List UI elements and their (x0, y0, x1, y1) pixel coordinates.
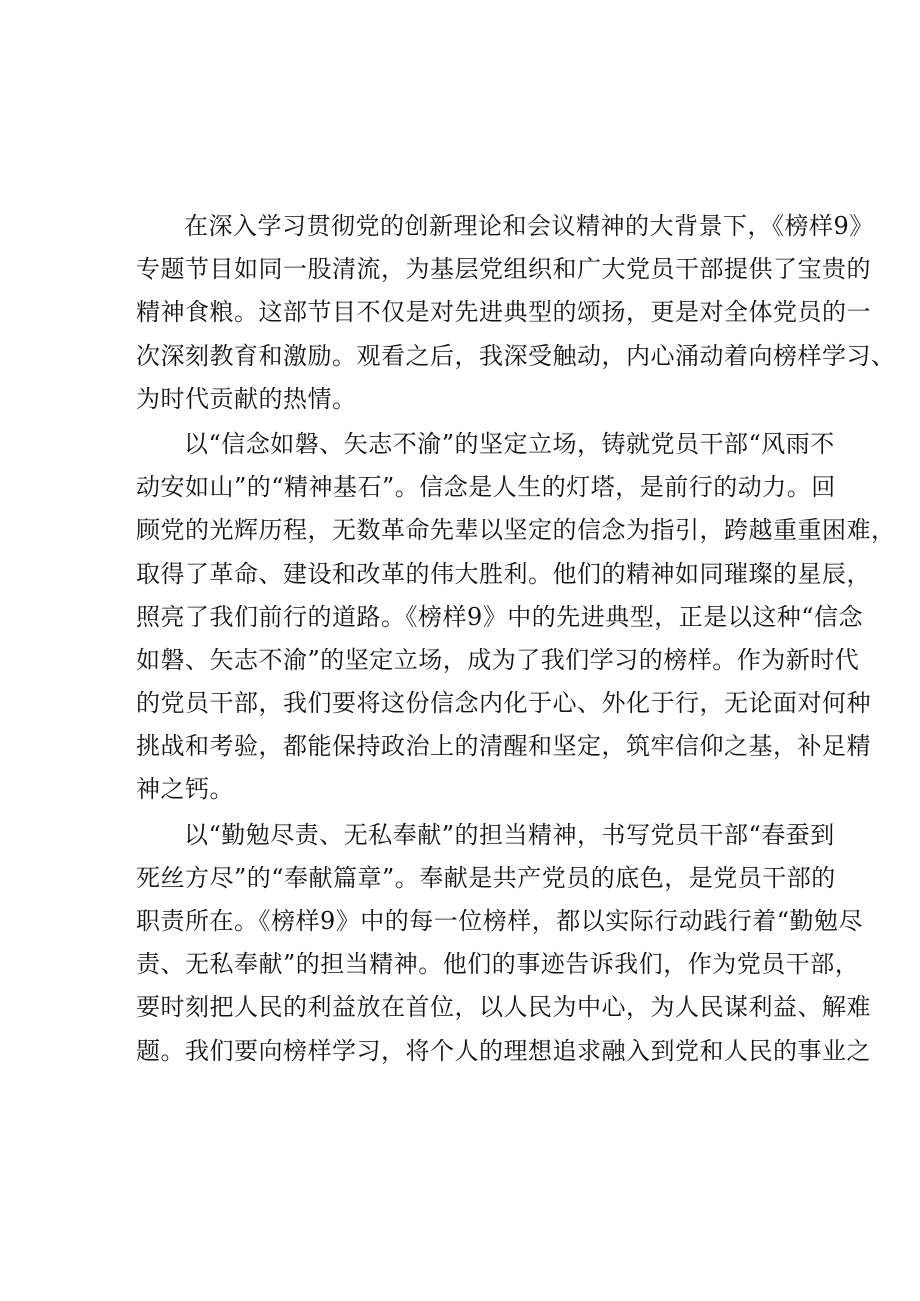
text-line: 如磐、矢志不渝”的坚定立场，成为了我们学习的榜样。作为新时代 (136, 645, 860, 674)
paragraph-3 (136, 814, 871, 1073)
text-line: 责、无私奉献”的担当精神。他们的事迹告诉我们，作为党员干部， (136, 950, 860, 979)
text-line: 专题节目如同一股清流，为基层党组织和广大党员干部提供了宝贵的 (136, 255, 871, 284)
text-line: 精神食粮。这部节目不仅是对先进典型的颂扬，更是对全体党员的一 (136, 298, 871, 327)
document-body (136, 205, 896, 1073)
text-line: 为时代贡献的热情。 (136, 384, 357, 413)
text-line: 职责所在。《榜样9》中的每一位榜样，都以实际行动践行着“勤勉尽 (136, 907, 864, 935)
text-line: 顾党的光辉历程，无数革命先辈以坚定的信念为指引，跨越重重困难， (136, 516, 896, 545)
text-line: 以“勤勉尽责、无私奉献”的担当精神，书写党员干部“春蚕到 (184, 820, 835, 849)
text-line: 动安如山”的“精神基石”。信念是人生的灯塔，是前行的动力。回 (136, 473, 836, 502)
text-line: 要时刻把人民的利益放在首位，以人民为中心，为人民谋利益、解难 (136, 993, 871, 1022)
text-line: 取得了革命、建设和改革的伟大胜利。他们的精神如同璀璨的星辰， (136, 559, 871, 588)
text-line: 死丝方尽”的“奉献篇章”。奉献是共产党员的底色，是党员干部的 (136, 863, 836, 892)
text-line: 在深入学习贯彻党的创新理论和会议精神的大背景下，《榜样9》 (184, 212, 874, 240)
text-line: 挑战和考验，都能保持政治上的清醒和坚定，筑牢信仰之基，补足精 (136, 732, 871, 761)
text-line: 的党员干部，我们要将这份信念内化于心、外化于行，无论面对何种 (136, 689, 871, 718)
paragraph-1 (136, 205, 896, 421)
text-line: 以“信念如磐、矢志不渝”的坚定立场，铸就党员干部“风雨不 (184, 429, 835, 458)
text-line: 次深刻教育和激励。观看之后，我深受触动，内心涌动着向榜样学习、 (136, 341, 896, 370)
text-line: 题。我们要向榜样学习，将个人的理想追求融入到党和人民的事业之 (136, 1036, 871, 1065)
text-line: 照亮了我们前行的道路。《榜样9》中的先进典型，正是以这种“信念 (136, 602, 864, 631)
text-line: 神之钙。 (136, 775, 234, 804)
paragraph-2 (136, 423, 896, 812)
